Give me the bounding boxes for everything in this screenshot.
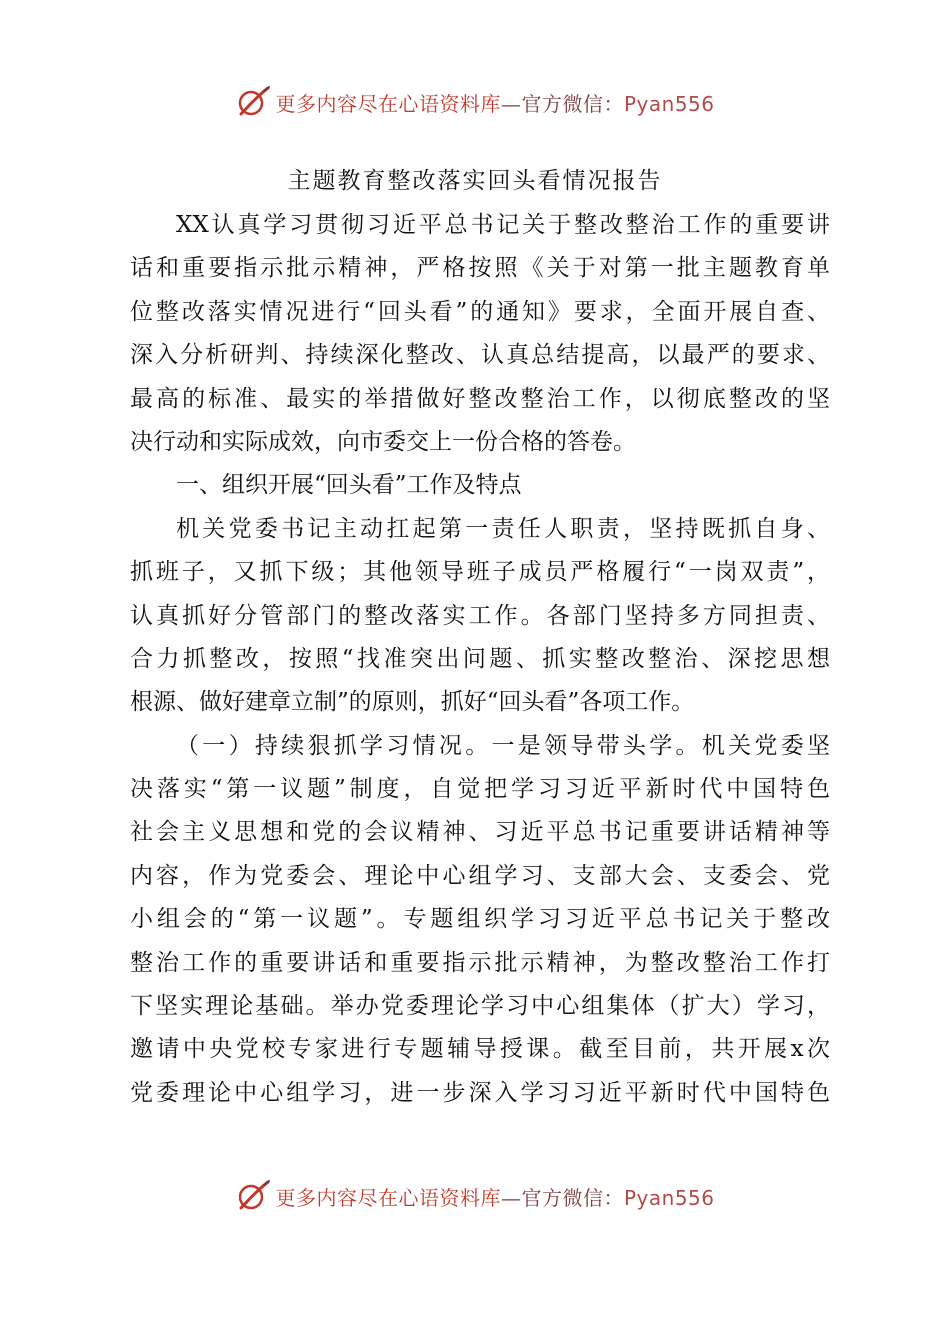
body-line: 下坚实理论基础。举办党委理论学习中心组集体（扩大）学习， bbox=[130, 993, 830, 1020]
body-line: XX认真学习贯彻习近平总书记关于整改整治工作的重要讲 bbox=[176, 212, 830, 238]
body-line: 最高的标准、最实的举措做好整改整治工作，以彻底整改的坚 bbox=[130, 385, 830, 412]
body-line: 合力抓整改，按照“找准突出问题、抓实整改整治、深挖思想 bbox=[130, 645, 830, 672]
document-body bbox=[130, 204, 830, 1115]
banner-brand: 更多内容尽在心语资料库 bbox=[275, 91, 501, 116]
body-line: 内容，作为党委会、理论中心组学习、支部大会、支委会、党 bbox=[130, 862, 830, 889]
body-line: 认真抓好分管部门的整改落实工作。各部门坚持多方同担责、 bbox=[130, 602, 830, 629]
body-line: 机关党委书记主动扛起第一责任人职责，坚持既抓自身、 bbox=[176, 515, 830, 542]
banner-wechat-label: 官方微信： bbox=[521, 1185, 624, 1210]
footer-banner bbox=[0, 1176, 950, 1216]
body-line: 一、组织开展“回头看”工作及特点 bbox=[176, 472, 522, 499]
brush-logo-icon bbox=[235, 84, 271, 120]
body-line: 整治工作的重要讲话和重要指示批示精神，为整改整治工作打 bbox=[130, 949, 830, 976]
body-line: 党委理论中心组学习，进一步深入学习习近平新时代中国特色 bbox=[130, 1079, 830, 1106]
banner-wechat-label: 官方微信： bbox=[521, 91, 624, 116]
body-line: 小组会的“第一议题”。专题组织学习习近平总书记关于整改 bbox=[130, 906, 830, 933]
banner-wechat-id: Pyan556 bbox=[623, 91, 715, 116]
body-line: 抓班子，又抓下级；其他领导班子成员严格履行“一岗双责”， bbox=[130, 559, 830, 586]
banner-text bbox=[275, 88, 714, 117]
brush-logo-icon bbox=[235, 1178, 271, 1214]
banner-text bbox=[275, 1182, 714, 1211]
document-title: 主题教育整改落实回头看情况报告 bbox=[287, 168, 663, 194]
body-line: 决落实“第一议题”制度，自觉把学习习近平新时代中国特色 bbox=[130, 776, 830, 803]
header-banner bbox=[0, 82, 950, 122]
banner-separator: — bbox=[500, 1185, 522, 1210]
body-line: 邀请中央党校专家进行专题辅导授课。截至目前，共开展x次 bbox=[130, 1036, 830, 1063]
banner-wechat-id: Pyan556 bbox=[623, 1185, 715, 1210]
body-line: 根源、做好建章立制”的原则，抓好“回头看”各项工作。 bbox=[130, 689, 695, 716]
body-line: 决行动和实际成效，向市委交上一份合格的答卷。 bbox=[130, 428, 636, 455]
body-line: （一）持续狠抓学习情况。一是领导带头学。机关党委坚 bbox=[176, 732, 830, 759]
banner-brand: 更多内容尽在心语资料库 bbox=[275, 1185, 501, 1210]
body-line: 社会主义思想和党的会议精神、习近平总书记重要讲话精神等 bbox=[130, 819, 830, 846]
body-line: 深入分析研判、持续深化整改、认真总结提高，以最严的要求、 bbox=[130, 342, 830, 369]
banner-separator: — bbox=[500, 91, 522, 116]
body-line: 话和重要指示批示精神，严格按照《关于对第一批主题教育单 bbox=[130, 255, 830, 282]
body-line: 位整改落实情况进行“回头看”的通知》要求，全面开展自查、 bbox=[130, 298, 830, 325]
